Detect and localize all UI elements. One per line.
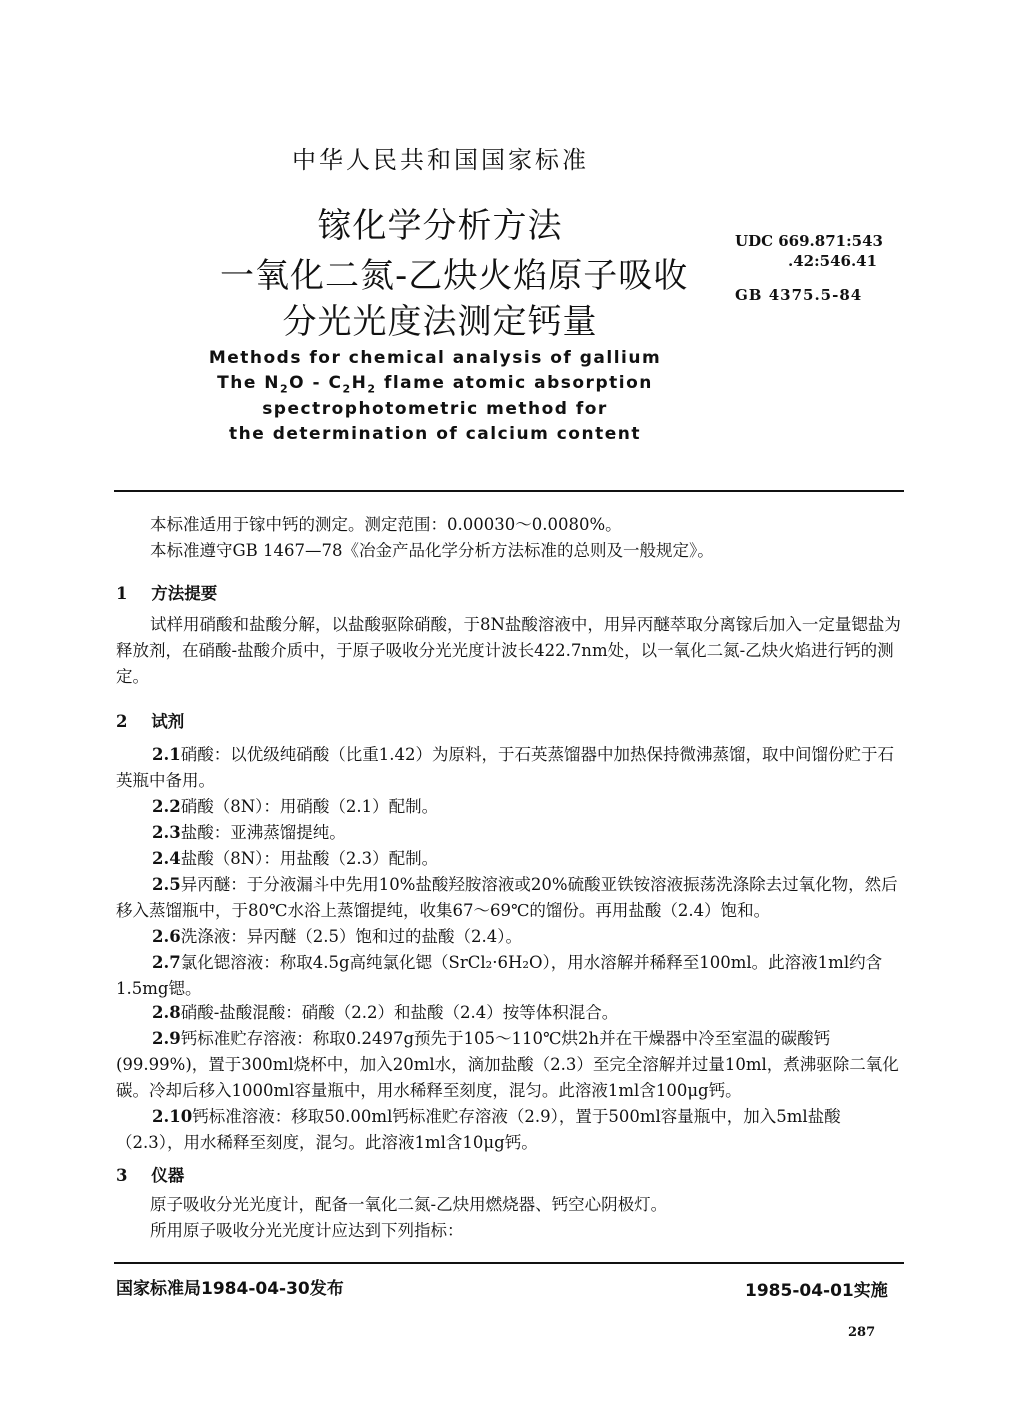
reagent-item: 2.8硝酸-盐酸混酸：硝酸（2.2）和盐酸（2.4）按等体积混合。 — [152, 1003, 619, 1022]
reagent-item: 2.5异丙醚：于分液漏斗中先用10%盐酸羟胺溶液或20%硫酸亚铁铵溶液振荡洗涤除去过氧化物，然后移入蒸馏瓶中，于80℃水浴上蒸馏提纯，收集67～69℃的馏份。再用盐酸（2.4）饱和。 — [116, 875, 898, 920]
title-zh-line2: 一氧化二氮-乙炔火焰原子吸收 — [220, 256, 689, 296]
header-divider — [114, 490, 904, 492]
section-3-heading — [116, 1162, 184, 1186]
section-3-line2: 所用原子吸收分光光度计应达到下列指标： — [150, 1221, 464, 1240]
reagent-item: 2.4盐酸（8N）：用盐酸（2.3）配制。 — [152, 849, 439, 868]
reagent-item: 2.1硝酸：以优级纯硝酸（比重1.42）为原料，于石英蒸馏器中加热保持微沸蒸馏，取中间馏份贮于石英瓶中备用。 — [116, 745, 894, 790]
title-en-line3: spectrophotometric method for — [262, 399, 608, 419]
reagent-item: 2.9钙标准贮存溶液：称取0.2497g预先于105～110℃烘2h并在干燥器中冷至室温的碳酸钙(99.99%)，置于300ml烧杯中，加入20ml水，滴加盐酸（2.3）至完全溶解并过量10ml，煮沸驱除二氧化碳。冷却后移入1000ml容量瓶中，用水稀释至刻度，混匀。此溶液1ml含100μg钙。 — [116, 1029, 899, 1100]
reagent-item: 2.10钙标准溶液：移取50.00ml钙标准贮存溶液（2.9），置于500ml容量瓶中，加入5ml盐酸（2.3），用水稀释至刻度，混匀。此溶液1ml含10μg钙。 — [116, 1107, 841, 1152]
reagent-item: 2.3盐酸：亚沸蒸馏提纯。 — [152, 823, 346, 842]
scope-statement: 本标准适用于镓中钙的测定。测定范围：0.00030～0.0080%。 — [150, 515, 622, 534]
footer-divider — [114, 1262, 904, 1264]
section-number: 1 — [116, 584, 128, 603]
title-en-line4: the determination of calcium content — [229, 424, 641, 444]
title-zh-line1: 镓化学分析方法 — [317, 206, 563, 246]
udc-code-line1: UDC 669.871:543 — [735, 232, 883, 250]
section-3-line1: 原子吸收分光光度计，配备一氧化二氮-乙炔用燃烧器、钙空心阴极灯。 — [150, 1195, 668, 1214]
section-2-heading — [116, 708, 184, 732]
title-zh-line3: 分光光度法测定钙量 — [282, 302, 598, 342]
compliance-statement: 本标准遵守GB 1467—78《冶金产品化学分析方法标准的总则及一般规定》。 — [150, 541, 714, 560]
reagent-item: 2.6洗涤液：异丙醚（2.5）饱和过的盐酸（2.4）。 — [152, 927, 522, 946]
section-title: 方法提要 — [151, 584, 218, 603]
section-1-body: 试样用硝酸和盐酸分解，以盐酸驱除硝酸，于8N盐酸溶液中，用异丙醚萃取分离镓后加入一定量锶盐为释放剂，在硝酸-盐酸介质中，于原子吸收分光光度计波长422.7nm处，以一氧化二氮-乙炔火焰进行钙的测定。 — [116, 615, 901, 686]
page-number: 287 — [848, 1325, 876, 1340]
section-title: 仪器 — [151, 1166, 185, 1185]
issue-date: 国家标准局1984-04-30发布 — [116, 1279, 344, 1299]
gb-standard-number: GB 4375.5-84 — [735, 286, 863, 304]
udc-code-line2: .42:546.41 — [788, 252, 878, 270]
reagent-item: 2.2硝酸（8N）：用硝酸（2.1）配制。 — [152, 797, 439, 816]
section-number: 2 — [116, 712, 128, 731]
title-en-line2: The $N_2O - C_2H_2$ flame atomic absorption — [217, 373, 653, 396]
reagent-item: 2.7氯化锶溶液：称取4.5g高纯氯化锶（SrCl₂·6H₂O），用水溶解并稀释至100ml。此溶液1ml约含1.5mg锶。 — [116, 953, 883, 998]
section-number: 3 — [116, 1166, 128, 1185]
issuing-country-header: 中华人民共和国国家标准 — [292, 146, 589, 174]
title-en-line1: Methods for chemical analysis of gallium — [208, 348, 662, 368]
section-title: 试剂 — [151, 712, 185, 731]
effective-date: 1985-04-01实施 — [745, 1281, 888, 1301]
section-1-heading — [116, 580, 217, 604]
